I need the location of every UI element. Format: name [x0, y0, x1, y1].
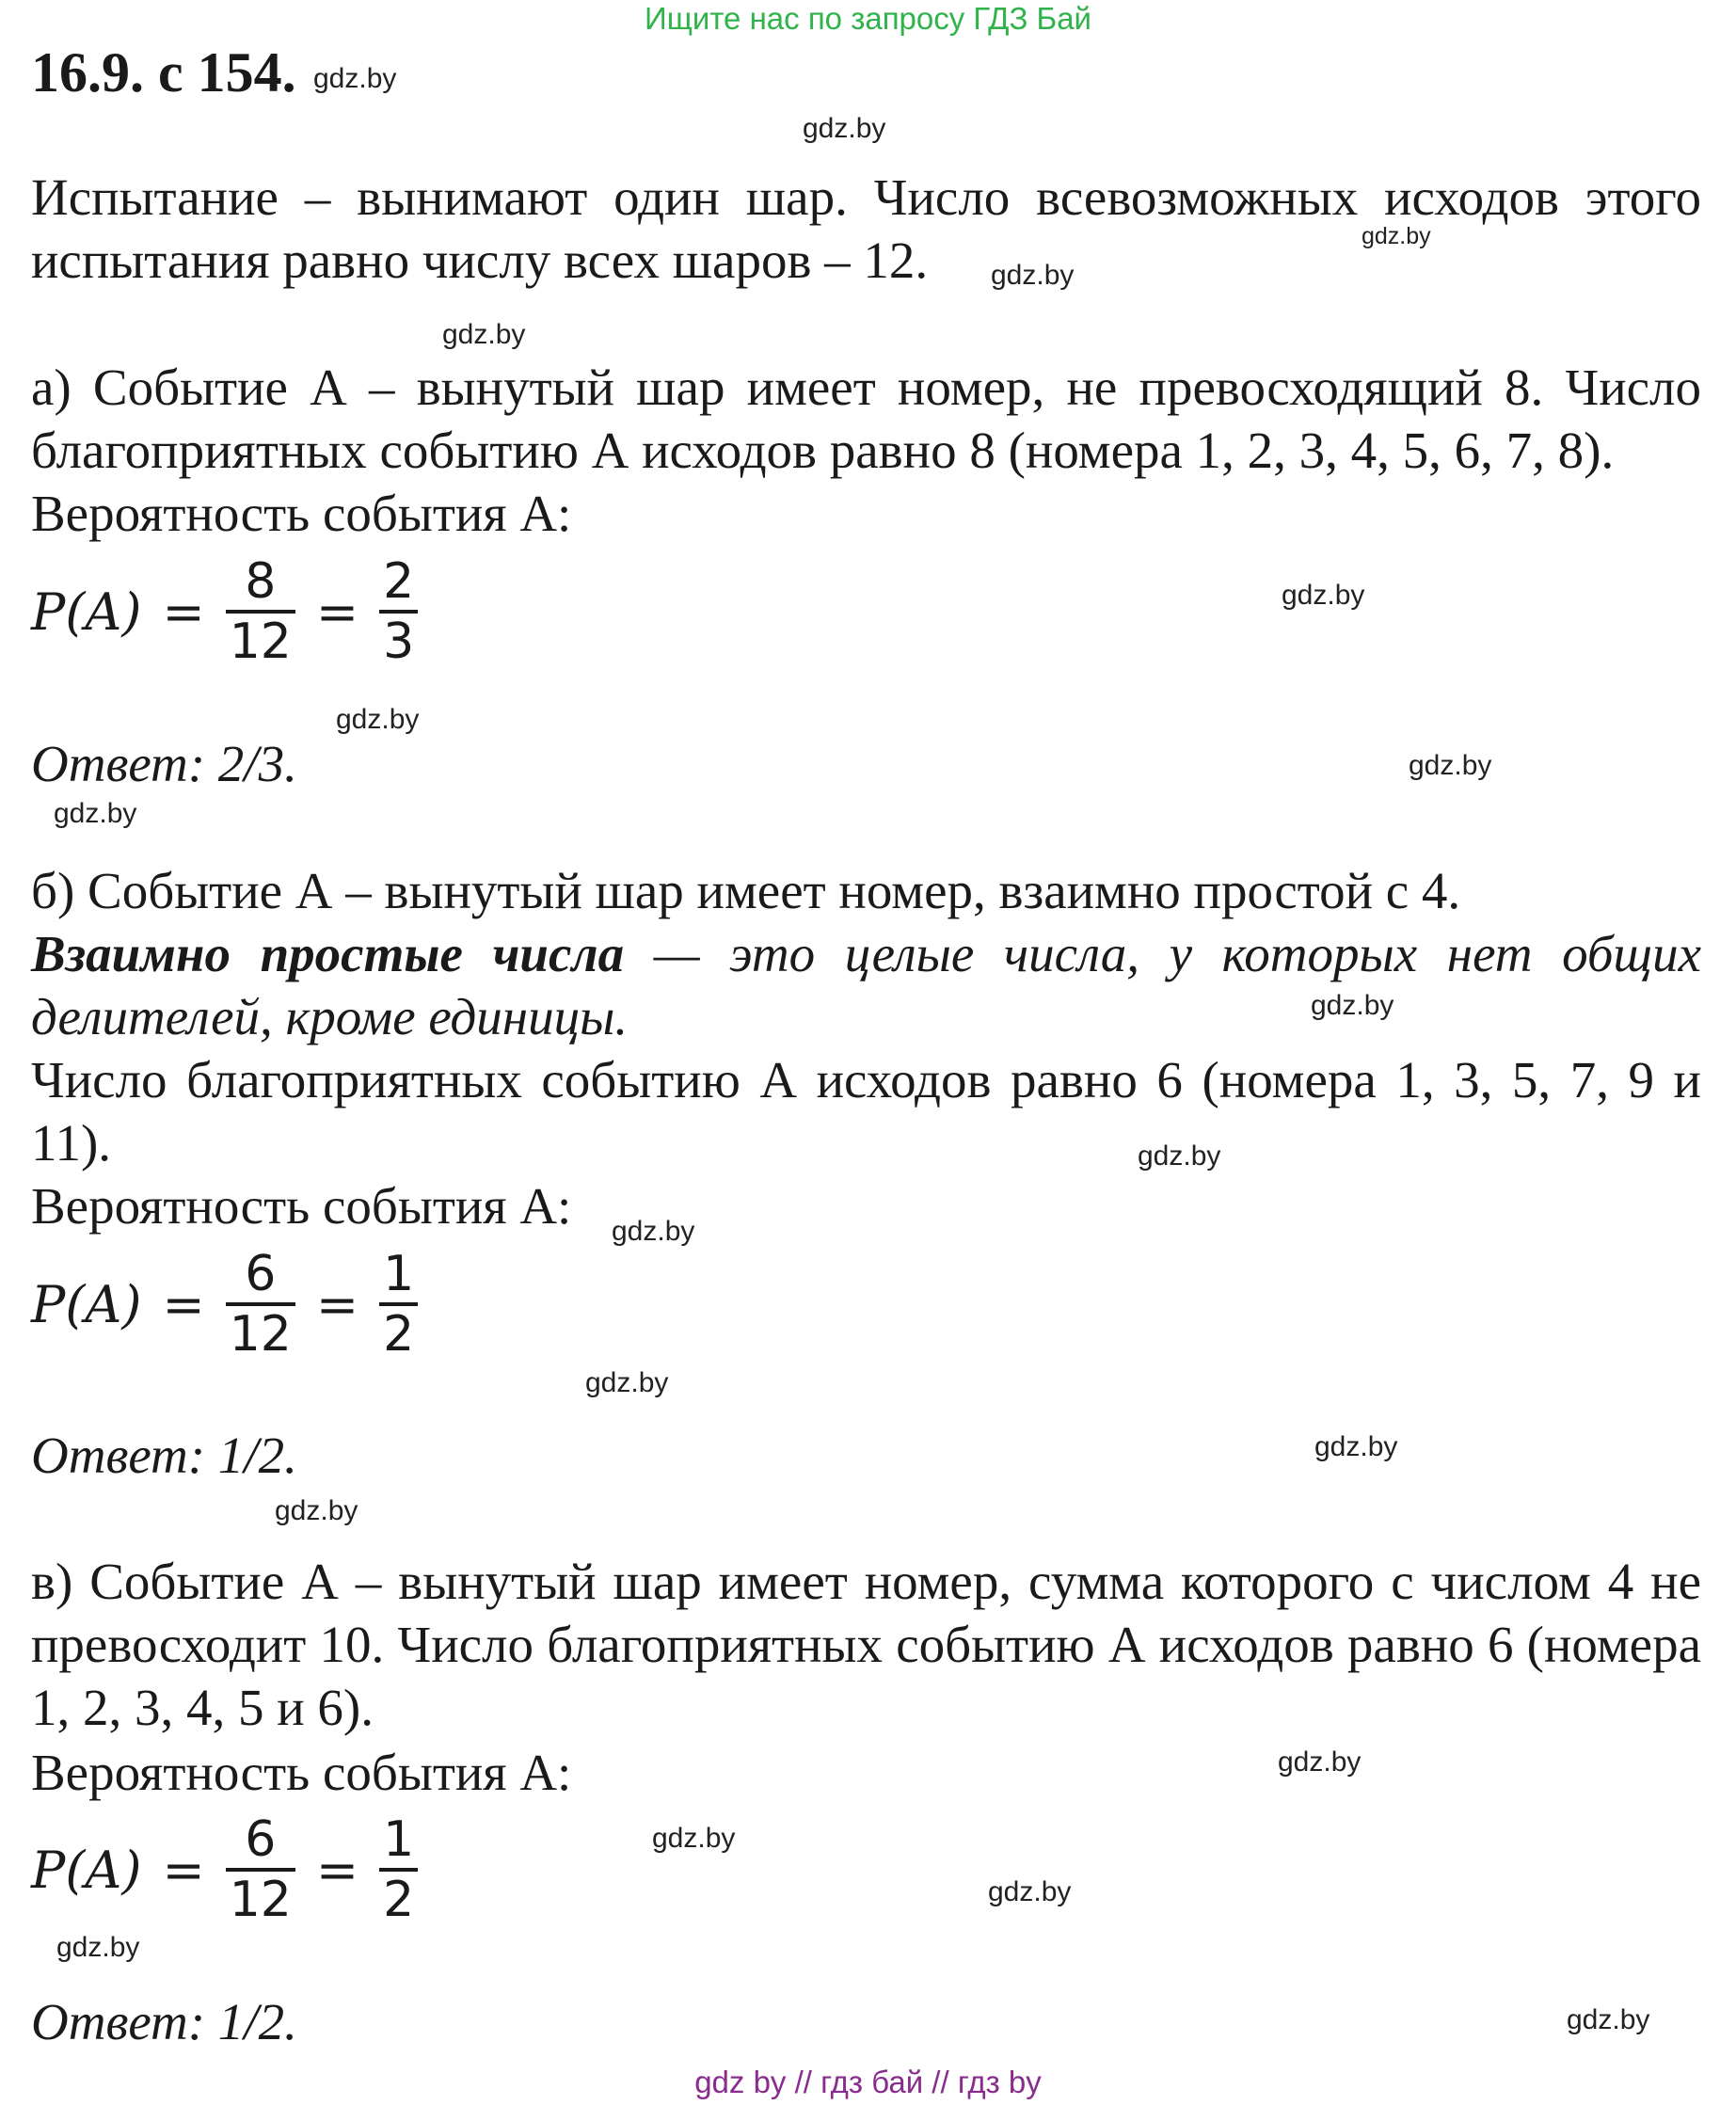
fraction [379, 553, 418, 670]
part-b-count: Число благоприятных событию А исходов равно 6 (номера 1, 3, 5, 7, 9 и 11). [31, 1051, 1701, 1172]
equals-sign: = [315, 1840, 359, 1900]
watermark: gdz.by [803, 113, 886, 144]
watermark: gdz.by [54, 798, 137, 829]
part-c-answer: Ответ: 1/2. [31, 1993, 297, 2050]
denominator: 12 [226, 1868, 295, 1928]
part-b-answer: Ответ: 1/2. [31, 1427, 297, 1484]
fraction [379, 1811, 418, 1928]
watermark: gdz.by [1362, 223, 1431, 249]
fraction [226, 1246, 295, 1363]
equals-sign: = [315, 582, 359, 642]
watermark: gdz.by [275, 1495, 358, 1526]
watermark: gdz.by [336, 704, 420, 735]
equals-sign: = [162, 1274, 205, 1334]
part-c-probability-label: Вероятность события А: [31, 1744, 572, 1801]
fraction [379, 1246, 418, 1363]
watermark: gdz.by [612, 1216, 695, 1247]
watermark: gdz.by [1311, 990, 1394, 1021]
watermark: gdz.by [991, 260, 1075, 291]
task-title: 16.9. с 154. [31, 41, 296, 104]
watermark: gdz.by [1314, 1431, 1398, 1462]
part-a-paragraph: а) Событие А – вынутый шар имеет номер, не превосходящий 8. Число благоприятных событию А исходов равно 8 (номера 1, 2, 3, 4, 5, 6, 7, 8). [31, 359, 1701, 479]
definition-term: Взаимно простые числа [31, 925, 625, 982]
part-c-formula [31, 1809, 418, 1931]
numerator: 1 [383, 1246, 415, 1302]
part-b-paragraph: б) Событие А – вынутый шар имеет номер, взаимно простой с 4. [31, 862, 1461, 919]
part-a-formula [31, 550, 418, 673]
numerator: 2 [383, 553, 415, 610]
numerator: 1 [383, 1811, 415, 1868]
part-b-probability-label: Вероятность события А: [31, 1177, 572, 1235]
top-banner[interactable]: Ищите нас по запросу ГДЗ Бай [645, 1, 1091, 36]
watermark: gdz.by [585, 1367, 669, 1398]
numerator: 6 [245, 1246, 277, 1302]
watermark: gdz.by [1409, 750, 1492, 781]
denominator: 3 [379, 610, 418, 670]
formula-lhs: P(A) [31, 1840, 142, 1900]
watermark: gdz.by [988, 1876, 1072, 1907]
watermark: gdz.by [1278, 1746, 1362, 1778]
part-a-answer: Ответ: 2/3. [31, 735, 297, 792]
watermark: gdz.by [652, 1823, 736, 1854]
watermark: gdz.by [1567, 2004, 1650, 2035]
watermark: gdz.by [1138, 1140, 1221, 1172]
part-a-probability-label: Вероятность события А: [31, 485, 572, 542]
formula-lhs: P(A) [31, 1274, 142, 1334]
definition-body: — это целые числа, у которых нет общих делителей, кроме единицы. [31, 925, 1701, 1045]
equals-sign: = [162, 582, 205, 642]
denominator: 12 [226, 610, 295, 670]
part-b-formula [31, 1243, 418, 1365]
formula-lhs: P(A) [31, 582, 142, 642]
definition [31, 922, 1701, 1048]
intro-paragraph: Испытание – вынимают один шар. Число всевозможных исходов этого испытания равно числу всех шаров – 12. [31, 168, 1701, 289]
watermark: gdz.by [313, 63, 397, 94]
fraction [226, 1811, 295, 1928]
denominator: 2 [379, 1868, 418, 1928]
numerator: 6 [245, 1811, 277, 1868]
denominator: 2 [379, 1302, 418, 1363]
equals-sign: = [315, 1274, 359, 1334]
denominator: 12 [226, 1302, 295, 1363]
numerator: 8 [245, 553, 277, 610]
watermark: gdz.by [1282, 580, 1365, 611]
watermark: gdz.by [442, 319, 526, 350]
equals-sign: = [162, 1840, 205, 1900]
part-c-paragraph: в) Событие А – вынутый шар имеет номер, сумма которого с числом 4 не превосходит 10. Число благоприятных событию А исходов равно 6 (номера 1, 2, 3, 4, 5 и 6). [31, 1553, 1701, 1736]
watermark: gdz.by [56, 1932, 140, 1963]
bottom-banner[interactable]: gdz by // гдз бай // гдз by [694, 2065, 1042, 2099]
fraction [226, 553, 295, 670]
